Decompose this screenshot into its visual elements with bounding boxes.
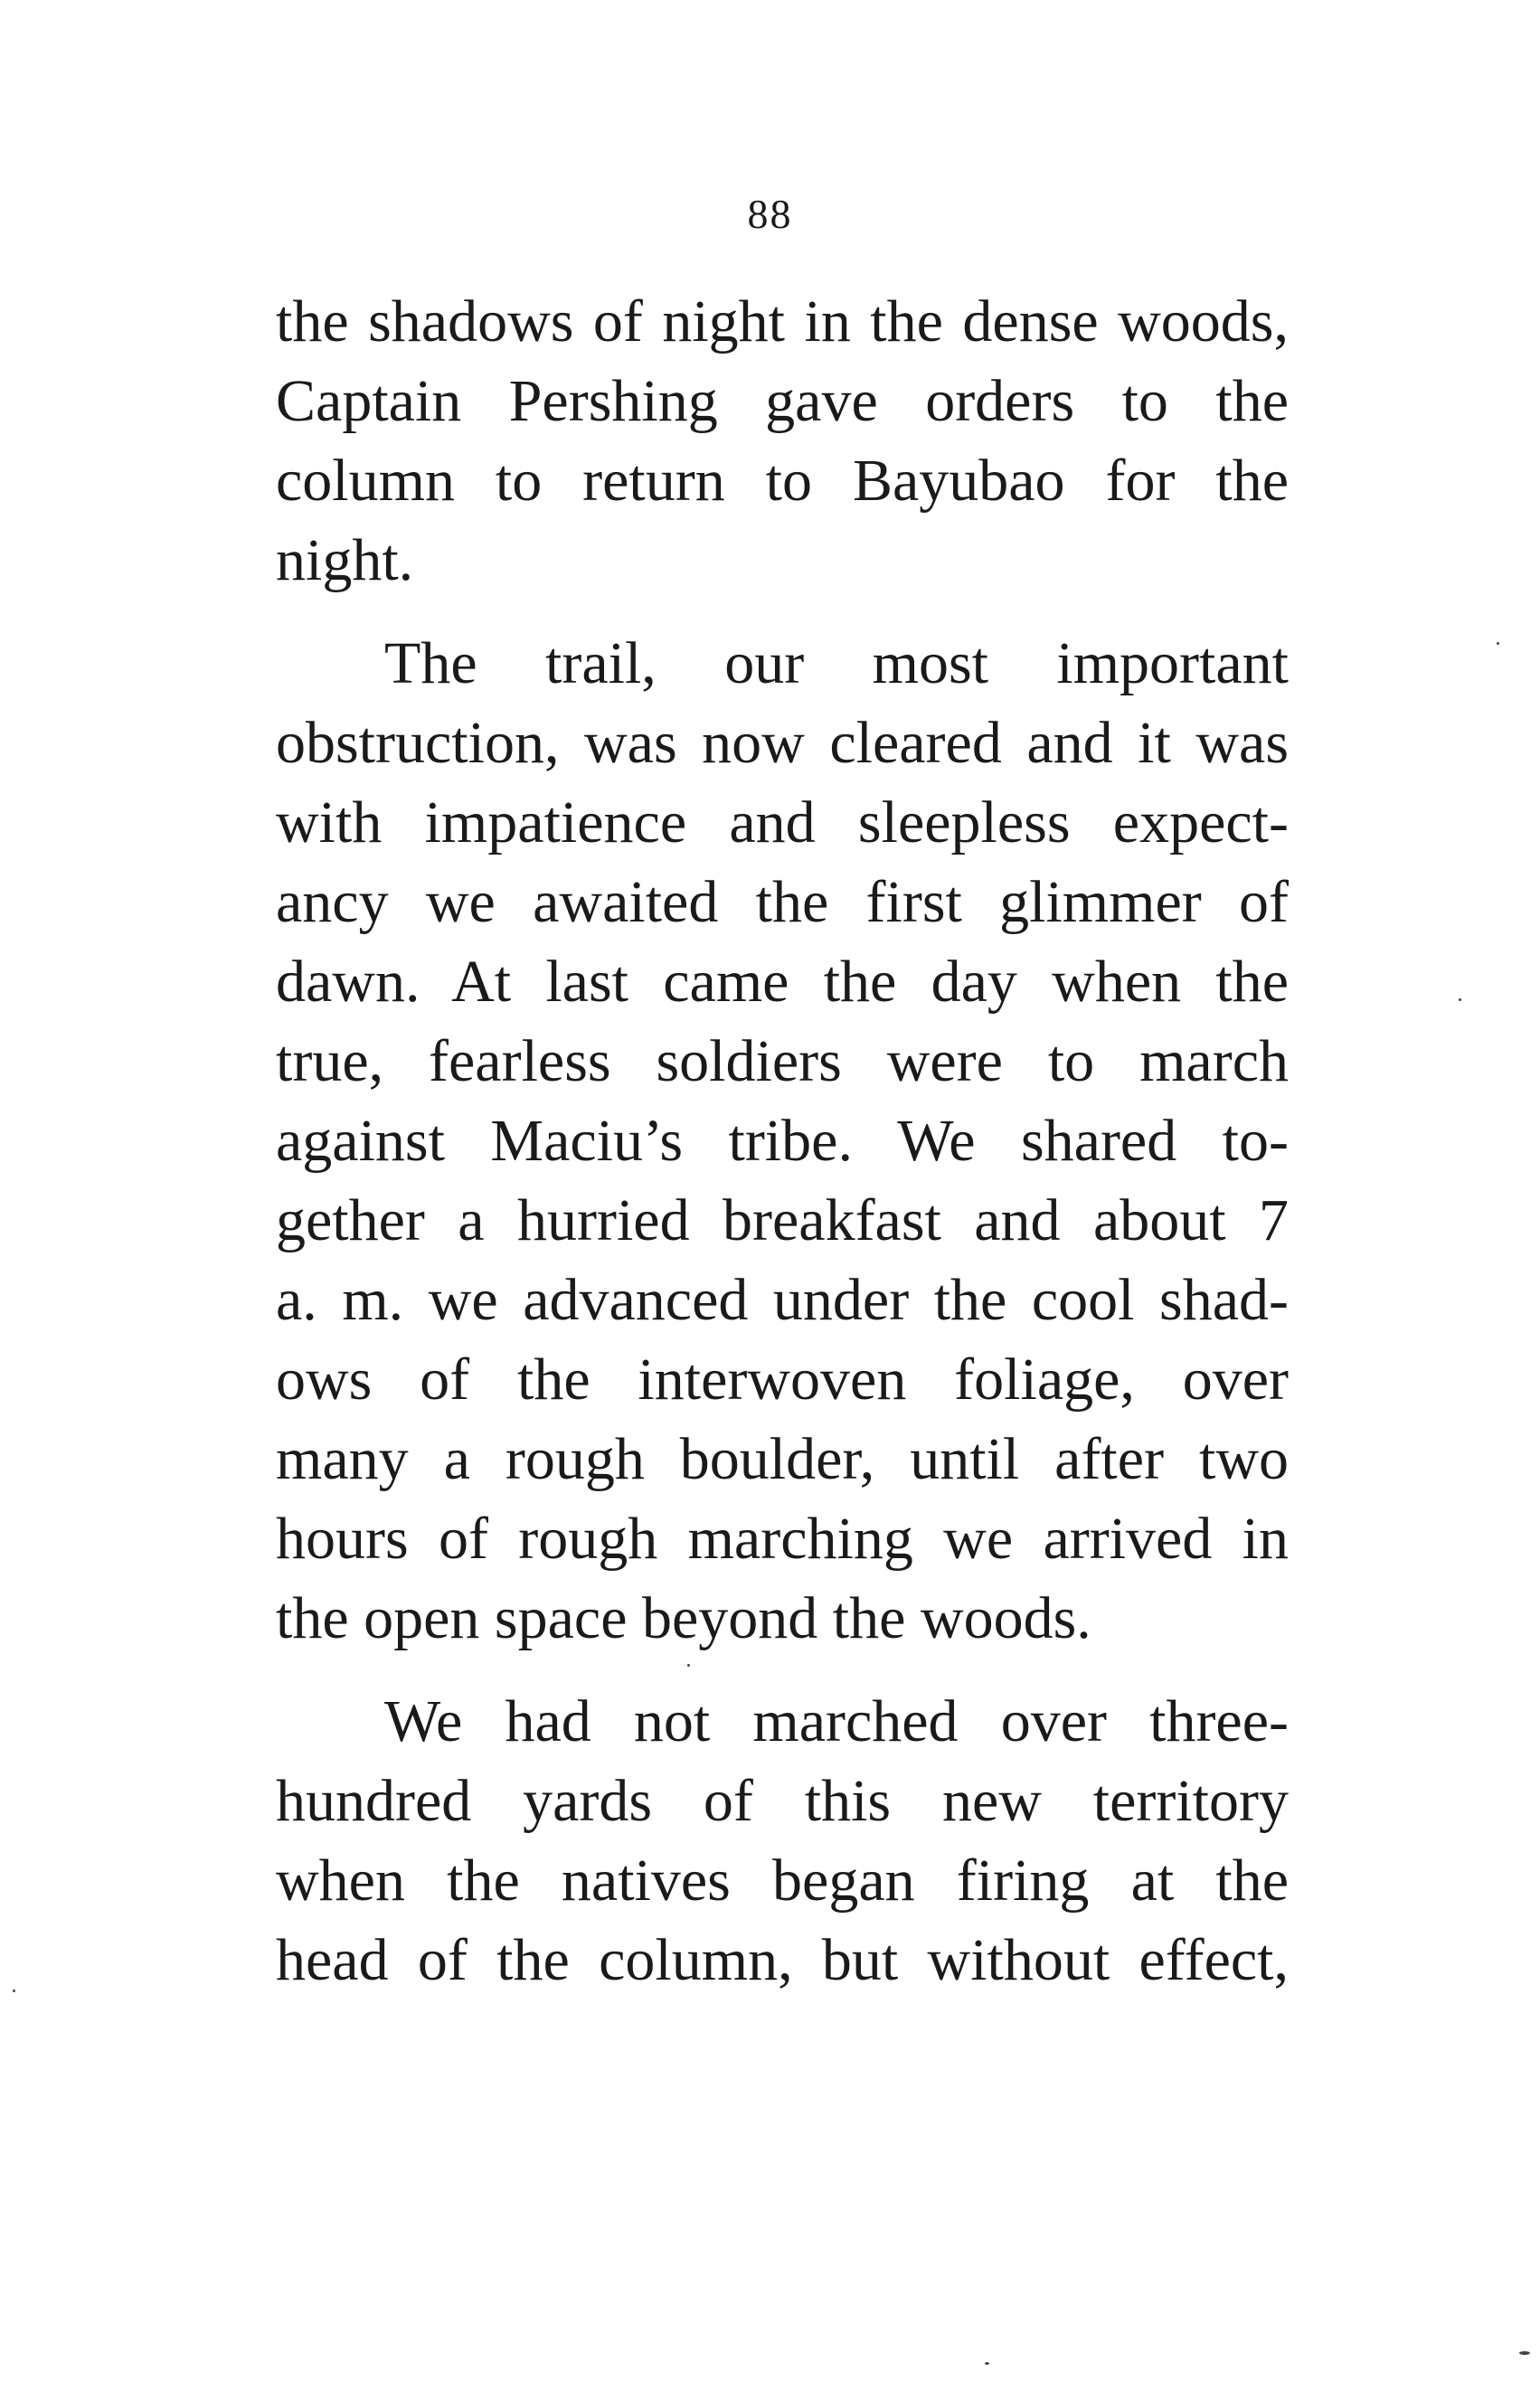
scan-speck — [687, 1664, 690, 1667]
text-line: with impatience and sleepless expect- — [276, 789, 1289, 855]
text-line: hundred yards of this new territory — [276, 1768, 1289, 1834]
text-line: night. — [276, 527, 414, 593]
body-text — [276, 282, 1289, 2000]
paragraph-1 — [276, 282, 1289, 600]
page-number: 88 — [747, 191, 793, 237]
text-line: column to return to Bayubao for the — [276, 448, 1289, 514]
text-line: The trail, our most important — [384, 630, 1289, 696]
text-line: We had not marched over three- — [384, 1688, 1289, 1754]
text-line: Captain Pershing gave orders to the — [276, 368, 1289, 434]
text-line: obstruction, was now cleared and it was — [276, 710, 1289, 776]
text-line: when the natives began firing at the — [276, 1848, 1289, 1914]
text-line: ows of the interwoven foliage, over — [276, 1347, 1289, 1413]
text-line: the shadows of night in the dense woods, — [276, 288, 1289, 354]
paragraph-3 — [276, 1682, 1289, 2000]
scan-speck — [1497, 642, 1499, 645]
scan-speck — [1459, 998, 1461, 1001]
scan-speck — [1519, 2351, 1530, 2355]
paragraph-gap — [276, 1659, 1289, 1682]
text-line: head of the column, but without effect, — [276, 1927, 1289, 1993]
text-line: ancy we awaited the first glimmer of — [276, 869, 1289, 935]
text-line: the open space beyond the woods. — [276, 1585, 1091, 1651]
scan-speck — [13, 1990, 15, 1992]
text-line: gether a hurried breakfast and about 7 — [276, 1187, 1289, 1253]
text-line: hours of rough marching we arrived in — [276, 1506, 1289, 1572]
text-line: against Maciu’s tribe. We shared to- — [276, 1108, 1289, 1174]
text-line: many a rough boulder, until after two — [276, 1426, 1289, 1492]
text-line: true, fearless soldiers were to march — [276, 1028, 1289, 1094]
paragraph-2 — [276, 624, 1289, 1659]
paragraph-gap — [276, 600, 1289, 624]
text-line: dawn. At last came the day when the — [276, 949, 1289, 1015]
text-line: a. m. we advanced under the cool shad- — [276, 1267, 1289, 1333]
scan-speck — [985, 2362, 989, 2365]
